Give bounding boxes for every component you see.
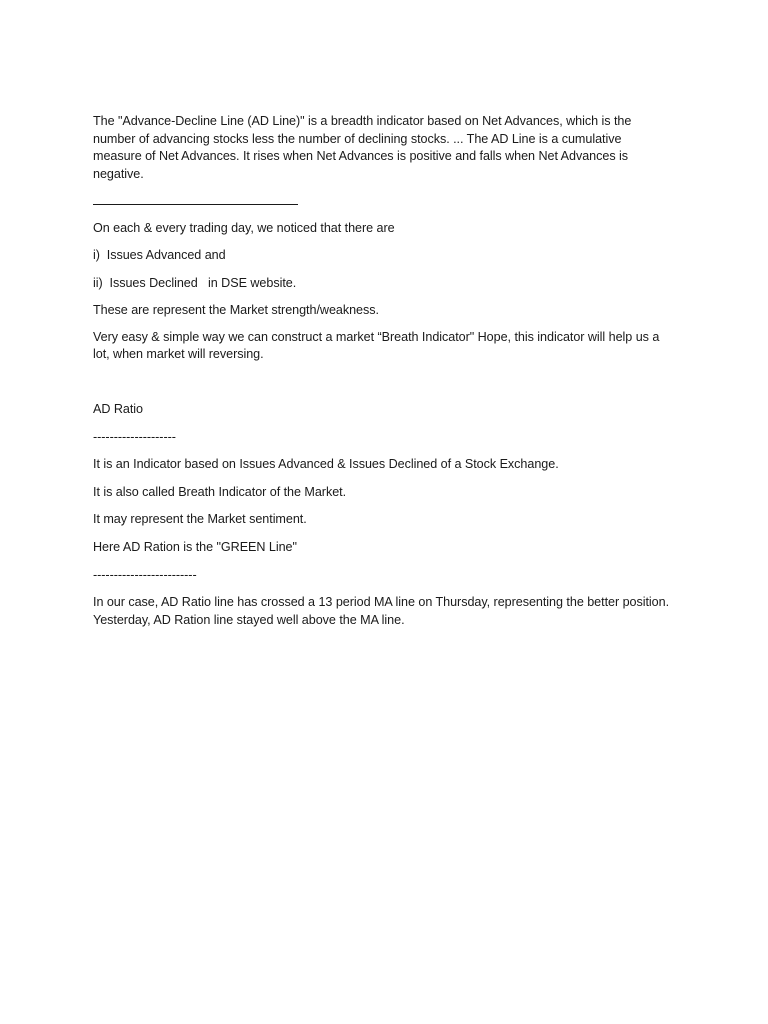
green-line-note: Here AD Ration is the "GREEN Line" <box>93 539 297 554</box>
ad-ratio-heading: AD Ratio <box>93 401 143 416</box>
rule-line <box>93 204 298 205</box>
trading-day-line: On each & every trading day, we noticed that there are <box>93 221 395 236</box>
sentiment-line: It may represent the Market sentiment. <box>93 512 307 527</box>
horizontal-rule <box>93 197 671 217</box>
our-case-paragraph: In our case, AD Ratio line has crossed a 13 period MA line on Thursday, representing the better position. Yesterday, AD Ration line stayed well above the MA line. <box>93 595 673 627</box>
indicator-definition: It is an Indicator based on Issues Advanced & Issues Declined of a Stock Exchange. <box>93 457 559 472</box>
breath-indicator-line: It is also called Breath Indicator of the Market. <box>93 484 347 499</box>
intro-paragraph: The "Advance-Decline Line (AD Line)" is a breadth indicator based on Net Advances, which is the number of advancing stocks less the number of declining stocks. ... The AD Line is a cumulative measure of Net Advances. It rises when Net Advances is positive and falls when Net Advances is negative. <box>93 114 635 181</box>
document-body <box>93 113 671 629</box>
item-issues-advanced: i) Issues Advanced and <box>93 247 226 262</box>
dash-separator-2: ------------------------- <box>93 567 197 582</box>
strength-line: These are represent the Market strength/weakness. <box>93 303 379 318</box>
dash-separator-1: -------------------- <box>93 429 176 444</box>
item-issues-declined: ii) Issues Declined in DSE website. <box>93 275 297 290</box>
construct-paragraph: Very easy & simple way we can construct a market “Breath Indicator" Hope, this indicator will help us a lot, when market will reversing. <box>93 329 663 362</box>
